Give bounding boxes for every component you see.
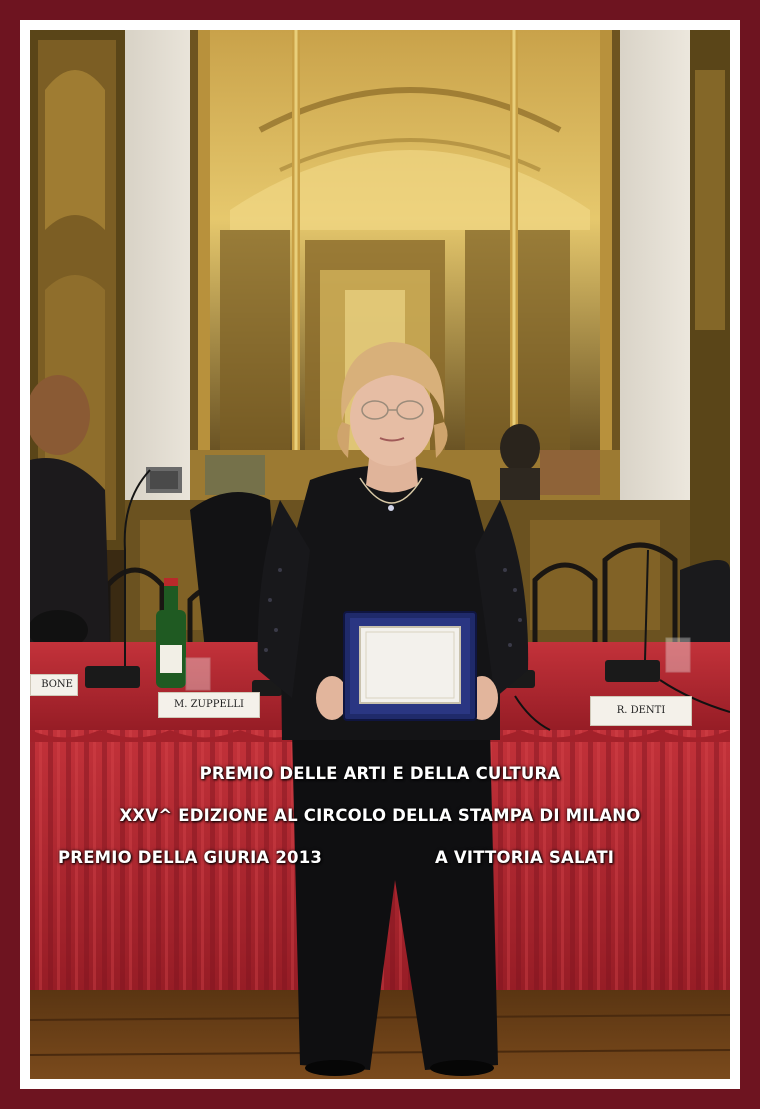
caption-line-1: PREMIO DELLE ARTI E DELLA CULTURA <box>199 764 561 783</box>
nameplate-left: BONE <box>30 674 78 696</box>
caption-award-year: PREMIO DELLA GIURIA 2013 <box>58 848 323 867</box>
nameplate-right: R. DENTI <box>590 696 692 726</box>
photo-scene <box>30 30 730 1079</box>
award-ceremony-photo <box>30 30 730 1079</box>
nameplate-center: M. ZUPPELLI <box>158 692 260 718</box>
caption-line-2: XXV^ EDIZIONE AL CIRCOLO DELLA STAMPA DI MILANO <box>119 806 641 825</box>
caption-recipient: A VITTORIA SALATI <box>435 848 615 867</box>
